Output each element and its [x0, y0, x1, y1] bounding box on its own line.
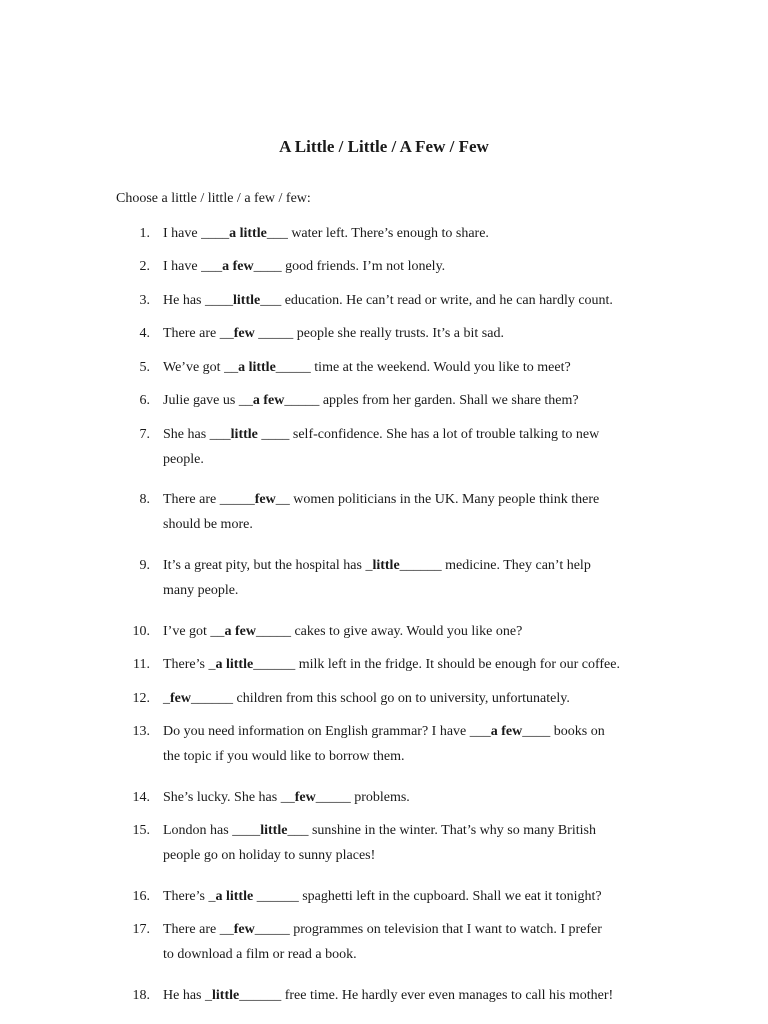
sentence-text: ___ education. He can’t read or write, and he can hardly count. — [260, 293, 613, 308]
sentence-line — [163, 388, 703, 413]
sentence-text: ___ water left. There’s enough to share. — [266, 226, 489, 241]
answer-text: little — [372, 558, 400, 573]
answer-text: a few — [252, 393, 285, 408]
item-sentence — [163, 884, 703, 909]
item-sentence — [163, 355, 703, 380]
sentence-text: Julie gave us __ — [163, 393, 253, 408]
item-sentence — [163, 619, 703, 644]
sentence-text: He has ____ — [163, 293, 233, 308]
sentence-line — [163, 744, 703, 769]
sentence-line — [163, 553, 703, 578]
item-sentence — [163, 719, 703, 769]
item-number: 2. — [139, 259, 150, 274]
item-sentence — [163, 288, 703, 313]
answer-text: little — [260, 823, 288, 838]
sentence-text: ____ books on — [522, 724, 605, 739]
sentence-line — [163, 288, 703, 313]
answer-text: little — [233, 293, 261, 308]
sentence-text: There are __ — [163, 326, 234, 341]
sentence-line — [163, 487, 703, 512]
sentence-text: He has _ — [163, 988, 212, 1003]
sentence-text: many people. — [163, 583, 239, 598]
item-sentence — [163, 487, 703, 537]
sentence-line — [163, 818, 703, 843]
sentence-text: There are __ — [163, 922, 234, 937]
sentence-line — [163, 686, 703, 711]
sentence-text: I have ____ — [163, 226, 230, 241]
sentence-line — [163, 983, 703, 1008]
sentence-line — [163, 917, 703, 942]
item-number: 1. — [139, 226, 150, 241]
answer-text: a little — [215, 657, 254, 672]
item-sentence — [163, 321, 703, 346]
item-number: 12. — [132, 691, 150, 706]
sentence-text: people go on holiday to sunny places! — [163, 848, 376, 863]
answer-text: few — [294, 790, 316, 805]
sentence-text: Do you need information on English grammar? I have ___ — [163, 724, 491, 739]
sentence-text: ______ free time. He hardly ever even manages to call his mother! — [239, 988, 614, 1003]
answer-text: a little — [215, 889, 254, 904]
answer-text: little — [230, 427, 258, 442]
item-number: 6. — [139, 393, 150, 408]
sentence-text: London has ____ — [163, 823, 261, 838]
sentence-text: ______ milk left in the fridge. It should be enough for our coffee. — [253, 657, 620, 672]
sentence-text: There’s _ — [163, 657, 216, 672]
sentence-line — [163, 619, 703, 644]
sentence-text: _____ time at the weekend. Would you like to meet? — [275, 360, 571, 375]
sentence-text: should be more. — [163, 517, 253, 532]
sentence-text: _ — [163, 691, 170, 706]
answer-text: few — [170, 691, 191, 706]
answer-text: a little — [238, 360, 276, 375]
sentence-line — [163, 785, 703, 810]
answer-text: a little — [229, 226, 267, 241]
answer-text: little — [212, 988, 240, 1003]
sentence-line — [163, 512, 703, 537]
sentence-text: ___ sunshine in the winter. That’s why so many British — [287, 823, 596, 838]
item-number: 7. — [139, 427, 150, 442]
item-sentence — [163, 422, 703, 472]
sentence-text: _____ programmes on television that I want to watch. I prefer — [254, 922, 602, 937]
item-number: 10. — [132, 624, 150, 639]
sentence-text: I have ___ — [163, 259, 223, 274]
sentence-text: ______ spaghetti left in the cupboard. Shall we eat it tonight? — [253, 889, 602, 904]
sentence-text: ______ medicine. They can’t help — [399, 558, 591, 573]
item-sentence — [163, 254, 703, 279]
sentence-line — [163, 254, 703, 279]
sentence-text: There are _____ — [163, 492, 255, 507]
sentence-text: She has ___ — [163, 427, 231, 442]
item-number: 4. — [139, 326, 150, 341]
answer-text: a few — [490, 724, 523, 739]
sentence-line — [163, 321, 703, 346]
sentence-text: __ women politicians in the UK. Many people think there — [275, 492, 600, 507]
item-sentence — [163, 785, 703, 810]
answer-text: a few — [222, 259, 254, 274]
item-sentence — [163, 917, 703, 967]
item-number: 5. — [139, 360, 150, 375]
item-number: 13. — [132, 724, 150, 739]
sentence-text: people. — [163, 452, 204, 467]
item-number: 14. — [132, 790, 150, 805]
item-number: 16. — [132, 889, 150, 904]
sentence-text: It’s a great pity, but the hospital has _ — [163, 558, 373, 573]
item-sentence — [163, 686, 703, 711]
sentence-text: I’ve got __ — [163, 624, 225, 639]
item-number: 18. — [132, 988, 150, 1003]
sentence-line — [163, 843, 703, 868]
item-sentence — [163, 388, 703, 413]
item-number: 15. — [132, 823, 150, 838]
sentence-text: ____ good friends. I’m not lonely. — [253, 259, 446, 274]
item-sentence — [163, 983, 703, 1008]
answer-text: few — [233, 326, 255, 341]
sentence-text: _____ problems. — [315, 790, 410, 805]
item-sentence — [163, 818, 703, 868]
sentence-line — [163, 719, 703, 744]
answer-text: few — [254, 492, 276, 507]
sentence-line — [163, 221, 703, 246]
sentence-text: There’s _ — [163, 889, 216, 904]
answer-text: few — [233, 922, 255, 937]
item-number: 11. — [133, 657, 150, 672]
sentence-line — [163, 447, 703, 472]
sentence-text: _____ people she really trusts. It’s a bit sad. — [254, 326, 504, 341]
sentence-line — [163, 652, 703, 677]
sentence-text: We’ve got __ — [163, 360, 239, 375]
sentence-line — [163, 578, 703, 603]
sentence-line — [163, 422, 703, 447]
answer-text: a few — [224, 624, 256, 639]
sentence-text: _____ cakes to give away. Would you like one? — [255, 624, 523, 639]
sentence-text: ______ children from this school go on to university, unfortunately. — [191, 691, 570, 706]
sentence-text: She’s lucky. She has __ — [163, 790, 295, 805]
sentence-text: _____ apples from her garden. Shall we share them? — [284, 393, 579, 408]
instruction-text: Choose a little / little / a few / few: — [116, 191, 311, 206]
page-title: A Little / Little / A Few / Few — [279, 137, 489, 156]
sentence-text: the topic if you would like to borrow them. — [163, 749, 405, 764]
sentence-line — [163, 884, 703, 909]
sentence-line — [163, 355, 703, 380]
sentence-text: ____ self-confidence. She has a lot of trouble talking to new — [257, 427, 600, 442]
item-sentence — [163, 553, 703, 603]
item-sentence — [163, 652, 703, 677]
item-number: 9. — [139, 558, 150, 573]
item-sentence — [163, 221, 703, 246]
item-number: 8. — [139, 492, 150, 507]
sentence-text: to download a film or read a book. — [163, 947, 357, 962]
sentence-line — [163, 942, 703, 967]
item-number: 17. — [132, 922, 150, 937]
item-number: 3. — [139, 293, 150, 308]
